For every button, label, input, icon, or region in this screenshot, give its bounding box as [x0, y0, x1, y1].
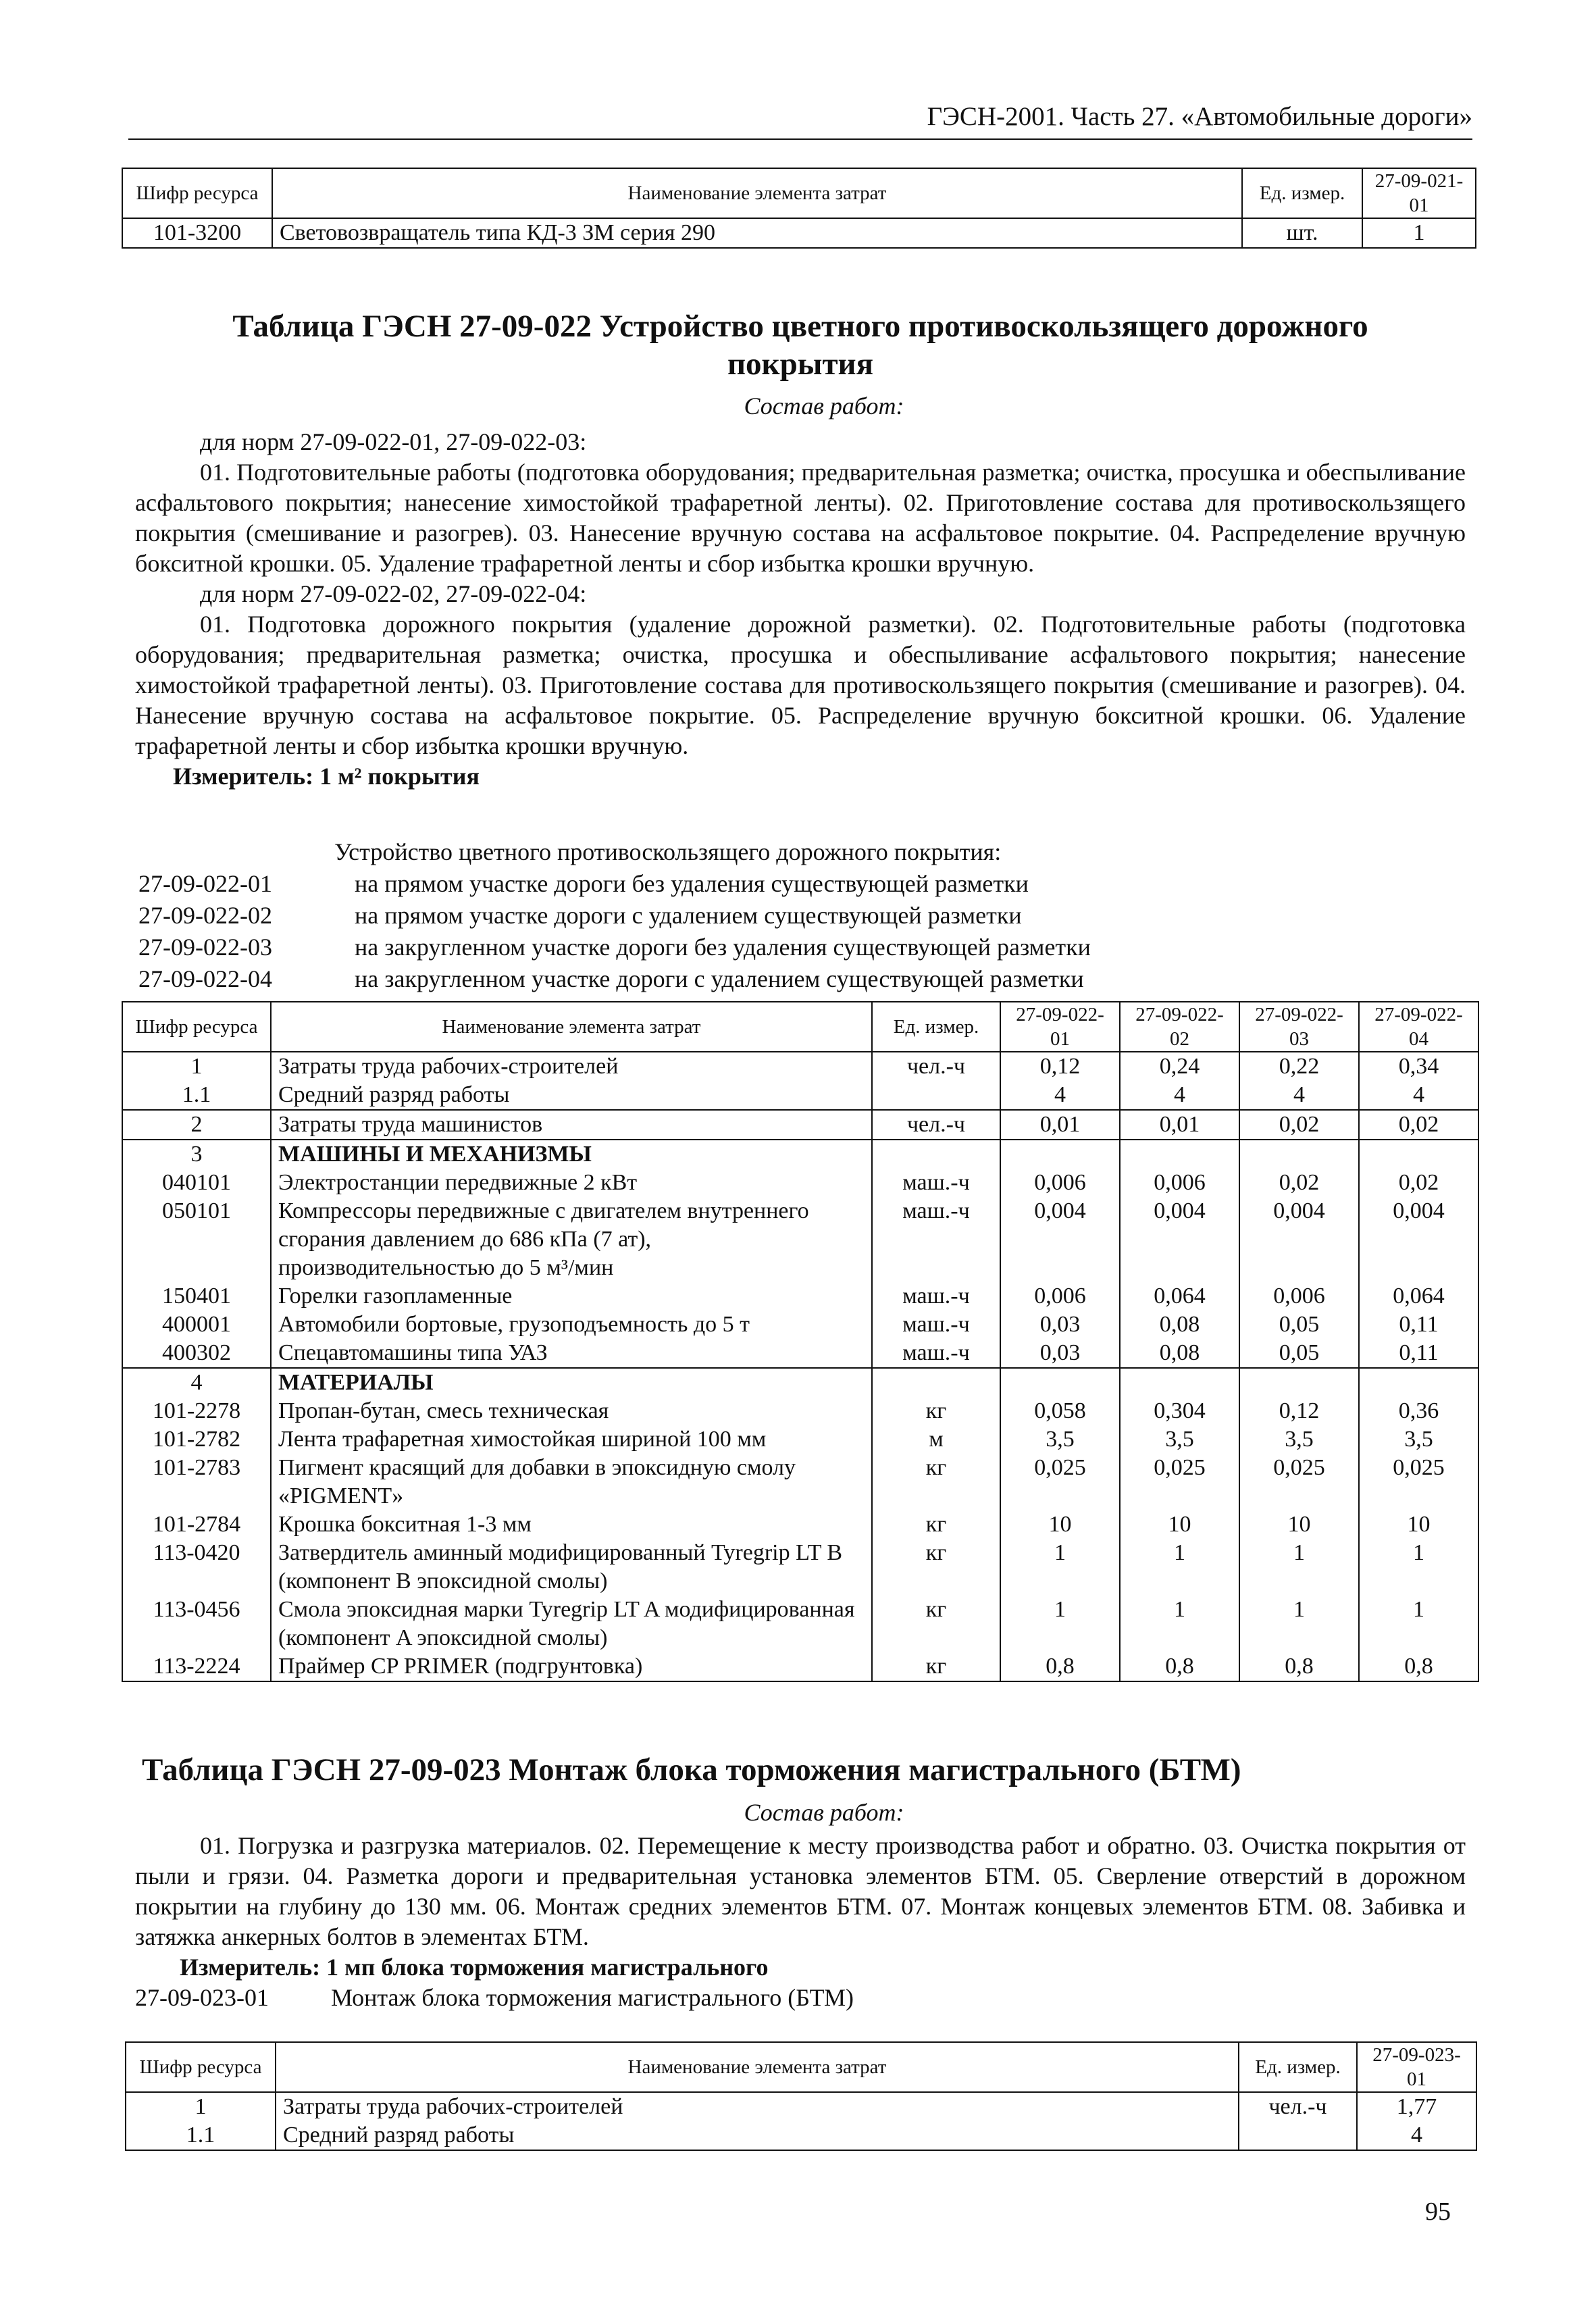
col-header-name: Наименование элемента затрат — [272, 168, 1242, 218]
table-row: 101-2782 Лента трафаретная химостойкая шириной 100 мм м 3,5 3,5 3,5 3,5 — [122, 1425, 1478, 1454]
col-header-norm: 27-09-022-01 — [1000, 1002, 1120, 1052]
work-composition-023: 01. Погрузка и разгрузка материалов. 02. Перемещение к месту производства работ и обратно. 03. Очистка покрытия от пыли и грязи. 04. Разметка дороги и предварительная установка элементов БТМ. 05. Сверление отверстий в дорожном покрытии на глубину до 130 мм. 06. Монтаж средних элементов БТМ. 07. Монтаж концевых элементов БТМ. 08. Забивка и затяжка анкерных болтов в элементах БТМ. Измеритель: 1 мп блока торможения магистрального 27-09-023-01 Монтаж блока торможения магистрального (БТМ) — [135, 1831, 1466, 2013]
composition-label: Состав работ: — [744, 392, 904, 420]
col-header-code: Шифр ресурса — [122, 1002, 271, 1052]
table-row: 1.1 Средний разряд работы 4 4 4 4 — [122, 1081, 1478, 1110]
col-header-norm: 27-09-022-04 — [1359, 1002, 1478, 1052]
norm-code-item: 27-09-023-01 Монтаж блока торможения магистрального (БТМ) — [135, 1984, 854, 2011]
composition-label: Состав работ: — [744, 1799, 904, 1826]
table-row: 150401 Горелки газопламенные маш.-ч 0,006 0,064 0,006 0,064 — [122, 1282, 1478, 1311]
col-header-name: Наименование элемента затрат — [271, 1002, 872, 1052]
section-title-023: Таблица ГЭСН 27-09-023 Монтаж блока торможения магистрального (БТМ) — [142, 1752, 1241, 1787]
table-27-09-022 — [122, 1001, 1479, 1682]
col-header-norm: 27-09-022-02 — [1120, 1002, 1239, 1052]
table-row: 101-3200 Световозвращатель типа КД-3 ЗМ серия 290 шт. 1 — [122, 218, 1476, 248]
col-header-norm: 27-09-022-03 — [1239, 1002, 1359, 1052]
table-27-09-023 — [125, 2041, 1477, 2151]
meter: Измеритель: 1 м² покрытия — [173, 763, 480, 790]
table-row: 113-0456 Смола эпоксидная марки Tyregrip LT A модифицированная (компонент A эпоксидной смолы) кг 1 1 1 1 — [122, 1596, 1478, 1652]
norm-code-item: 27-09-022-02 на прямом участке дороги с удалением существующей разметки — [138, 902, 1022, 929]
table-row: 101-2783 Пигмент красящий для добавки в эпоксидную смолу «PIGMENT» кг 0,025 0,025 0,025 0,025 — [122, 1454, 1478, 1510]
section-title-022: Таблица ГЭСН 27-09-022 Устройство цветного противоскользящего дорожного покрытия — [232, 309, 1368, 382]
table-row: 101-2784 Крошка бокситная 1-3 мм кг 10 10 10 10 — [122, 1510, 1478, 1539]
norm-code-item: 27-09-022-03 на закругленном участке дороги без удаления существующей разметки — [138, 934, 1091, 961]
col-header-unit: Ед. измер. — [1242, 168, 1362, 218]
table-row: 113-0420 Затвердитель аминный модифицированный Tyregrip LT B (компонент B эпоксидной смолы) кг 1 1 1 1 — [122, 1539, 1478, 1596]
col-header-norm: 27-09-021-01 — [1362, 168, 1476, 218]
table-row: 400001 Автомобили бортовые, грузоподъемность до 5 т маш.-ч 0,03 0,08 0,05 0,11 — [122, 1311, 1478, 1339]
col-header-name: Наименование элемента затрат — [276, 2042, 1239, 2092]
table-row: 050101 Компрессоры передвижные с двигателем внутреннего сгорания давлением до 686 кПа (7 ат), производительностью до 5 м³/мин маш.-ч 0,004 0,004 0,004 0,004 — [122, 1197, 1478, 1282]
col-header-unit: Ед. измер. — [1239, 2042, 1357, 2092]
table-row: 2 Затраты труда машинистов чел.-ч 0,01 0,01 0,02 0,02 — [122, 1110, 1478, 1140]
col-header-norm: 27-09-023-01 — [1357, 2042, 1476, 2092]
page-number: 95 — [1425, 2197, 1451, 2226]
meter: Измеритель: 1 мп блока торможения магистрального — [180, 1954, 769, 1981]
table-row: 101-2278 Пропан-бутан, смесь техническая кг 0,058 0,304 0,12 0,36 — [122, 1397, 1478, 1425]
col-header-code: Шифр ресурса — [126, 2042, 276, 2092]
table-row: 1 Затраты труда рабочих-строителей чел.-ч 1,77 — [126, 2092, 1476, 2121]
norm-code-item: 27-09-022-01 на прямом участке дороги без удаления существующей разметки — [138, 870, 1029, 897]
table-27-09-021 — [122, 168, 1476, 249]
norm-code-item: 27-09-022-04 на закругленном участке дороги с удалением существующей разметки — [138, 965, 1084, 992]
table-row: 3 МАШИНЫ И МЕХАНИЗМЫ — [122, 1140, 1478, 1169]
work-composition-022: для норм 27-09-022-01, 27-09-022-03: 01. Подготовительные работы (подготовка оборудования; предварительная разметка; очистка, просушка и обеспыливание асфальтового покрытия; нанесение химостойкой трафаретной ленты). 02. Приготовление состава для противоскользящего покрытия (смешивание и разогрев). 03. Нанесение вручную состава на асфальтовое покрытие. 04. Распределение вручную бокситной крошки. 05. Удаление трафаретной ленты и сбор избытка крошки вручную. для норм 27-09-022-02, 27-09-022-04: 01. Подготовка дорожного покрытия (удаление дорожной разметки). 02. Подготовительные работы (подготовка оборудования; предварительная разметка; очистка, просушка и обеспыливание асфальтового покрытия; нанесение химостойкой трафаретной ленты). 03. Приготовление состава для противоскользящего покрытия (смешивание и разогрев). 04. Нанесение вручную состава на асфальтовое покрытие. 05. Распределение вручную бокситной крошки. 06. Удаление трафаретной ленты и сбор избытка крошки вручную. Измеритель: 1 м² покрытия — [135, 427, 1466, 792]
col-header-code: Шифр ресурса — [122, 168, 272, 218]
table-row: 4 МАТЕРИАЛЫ — [122, 1368, 1478, 1397]
table-row: 113-2224 Праймер CP PRIMER (подгрунтовка) кг 0,8 0,8 0,8 0,8 — [122, 1652, 1478, 1681]
page-header: ГЭСН-2001. Часть 27. «Автомобильные дороги» — [128, 101, 1472, 140]
table-row: 1 Затраты труда рабочих-строителей чел.-ч 0,12 0,24 0,22 0,34 — [122, 1052, 1478, 1081]
table-row: 1.1 Средний разряд работы 4 — [126, 2121, 1476, 2150]
col-header-unit: Ед. измер. — [872, 1002, 1000, 1052]
norm-codes-022: Устройство цветного противоскользящего дорожного покрытия: 27-09-022-01 на прямом участке дороги без удаления существующей разметки 27-09-022-02 на прямом участке дороги с удалением существующей разметки 27-09-022-03 на закругленном участке дороги без удаления существующей разметки 27-09-022-04 на закругленном участке дороги с удалением существующей разметки — [138, 836, 1469, 995]
table-row: 040101 Электростанции передвижные 2 кВт маш.-ч 0,006 0,006 0,02 0,02 — [122, 1169, 1478, 1197]
table-row: 400302 Спецавтомашины типа УАЗ маш.-ч 0,03 0,08 0,05 0,11 — [122, 1339, 1478, 1368]
